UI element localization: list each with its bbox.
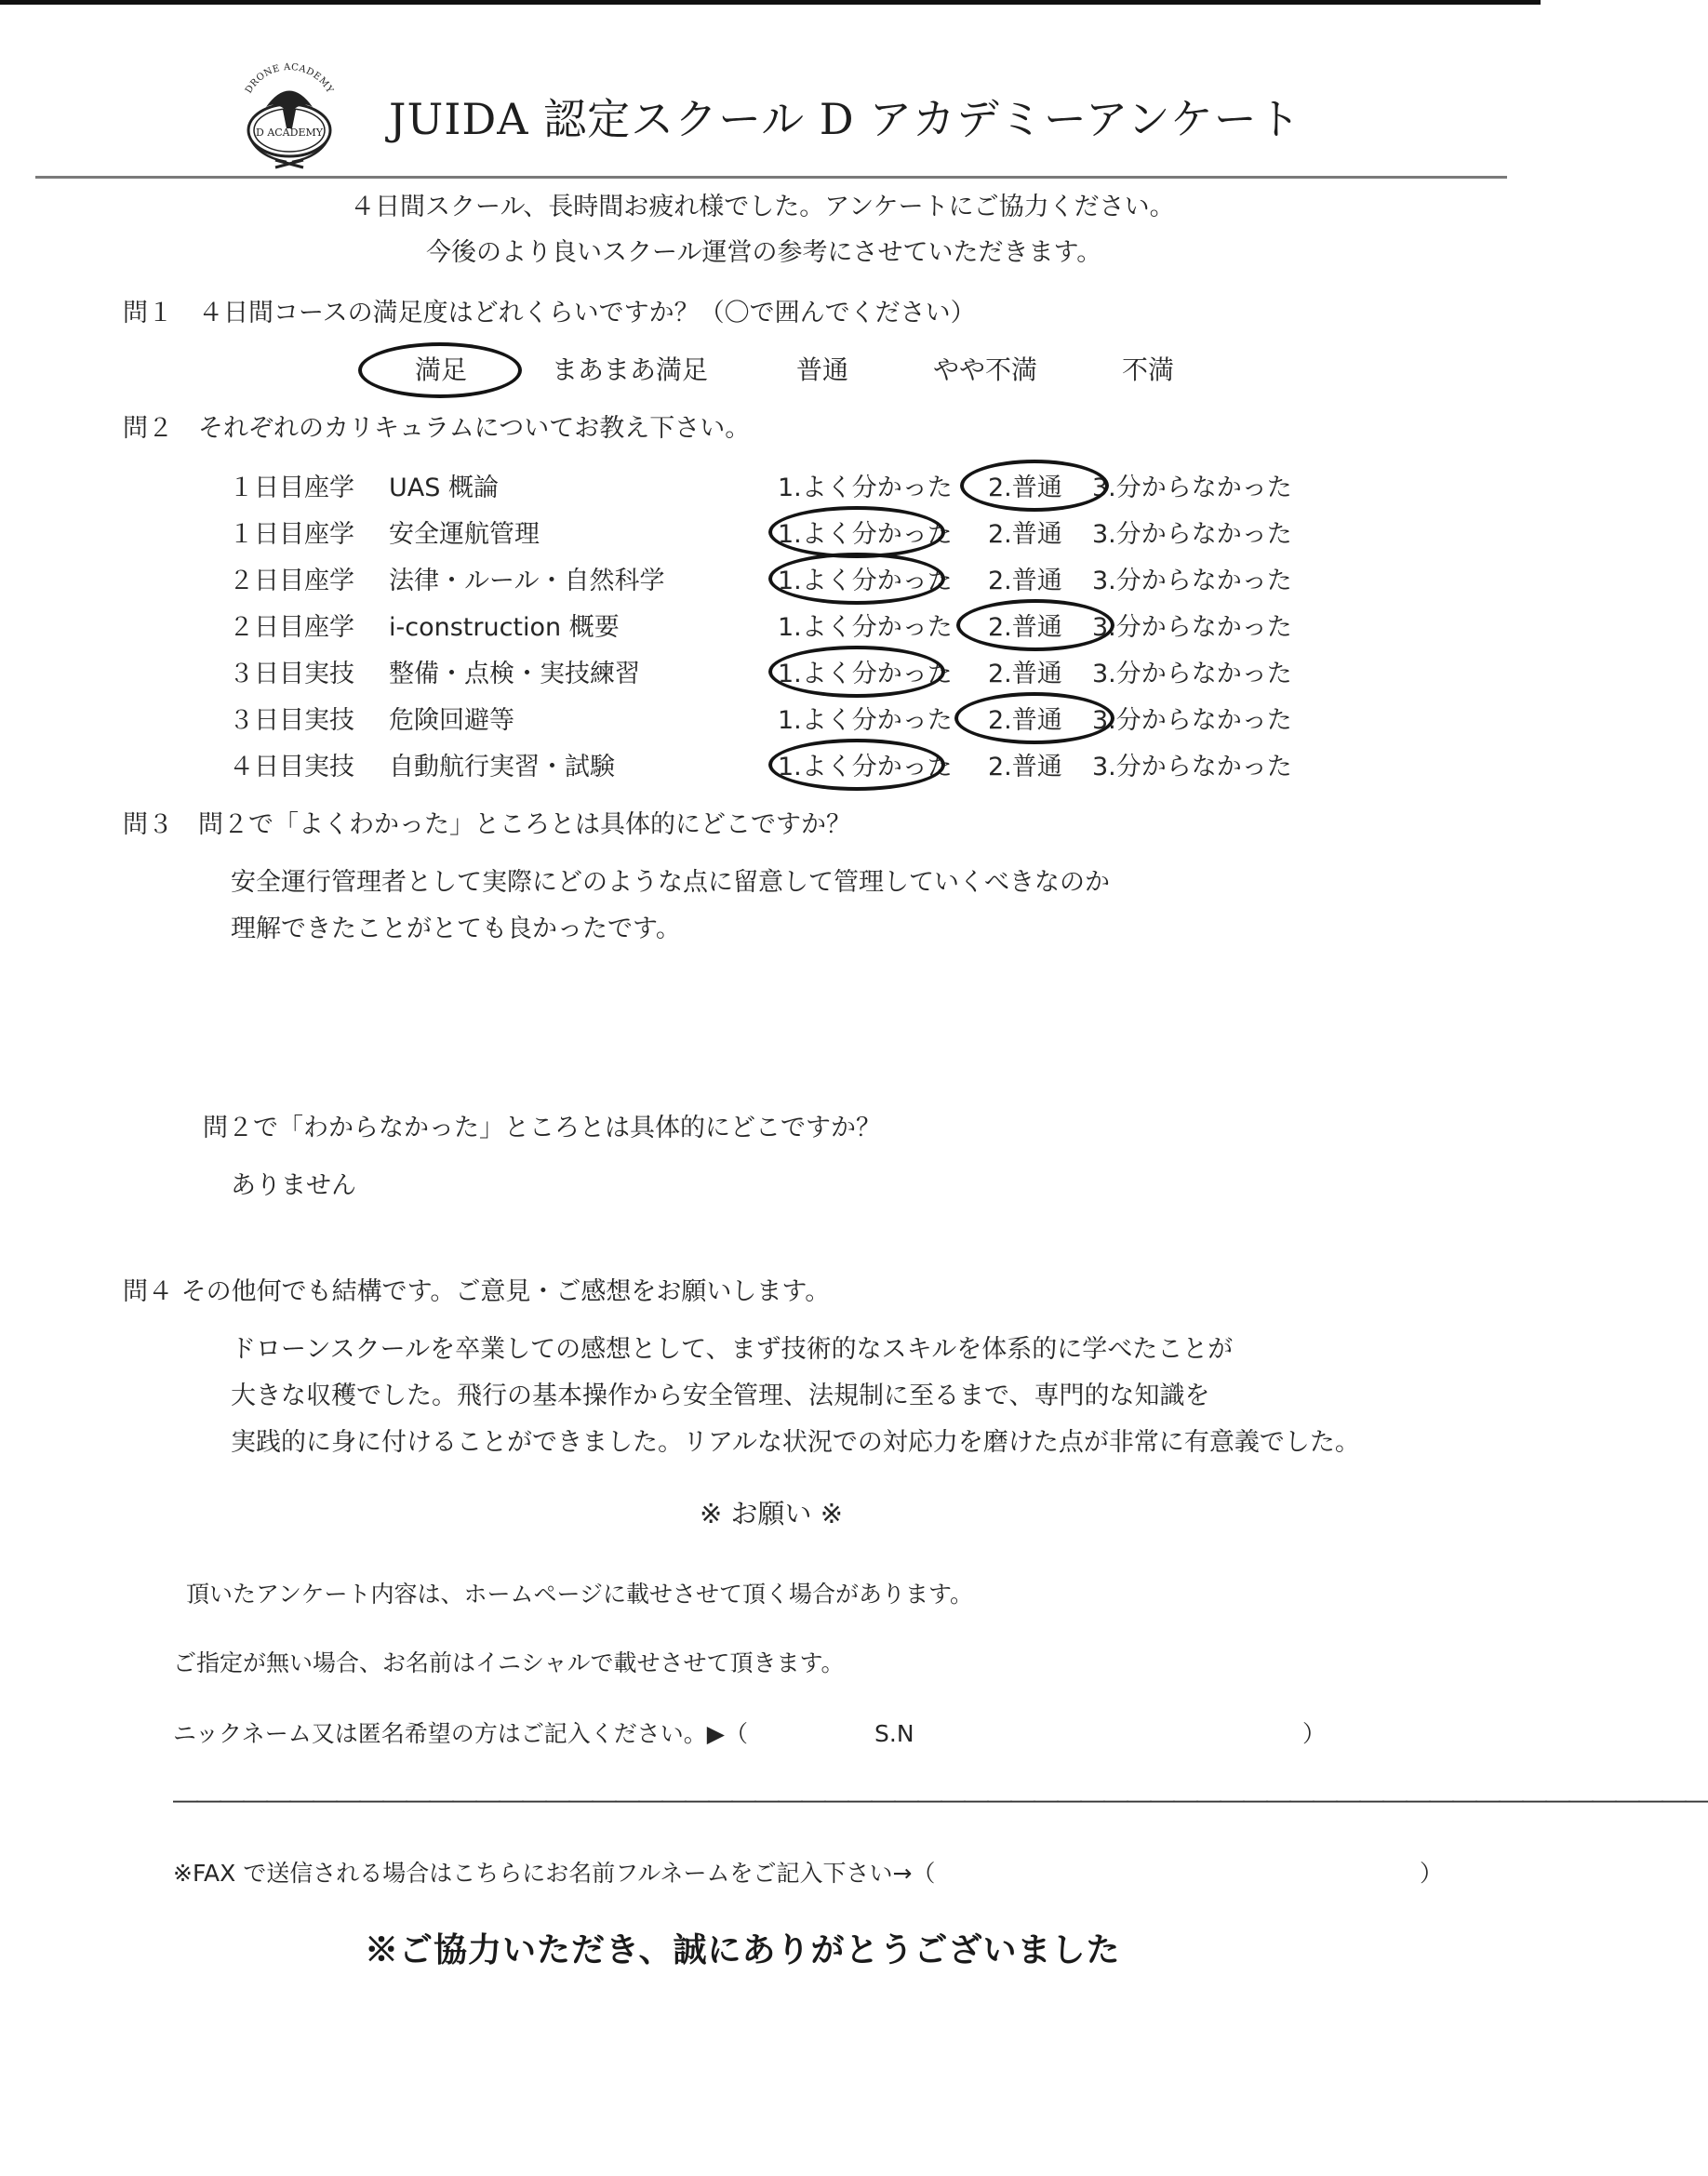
q2-row-subject: 自動航行実習・試験: [389, 753, 615, 781]
nickname-field[interactable]: S.N: [874, 1720, 914, 1747]
fax-close: ）: [1420, 1860, 1444, 1887]
q4-answer-line-2: 大きな収穫でした。飛行の基本操作から安全管理、法規制に至るまで、専門的な知識を: [231, 1382, 1210, 1410]
closing-message: ※ご協力いただき、誠にありがとうございました: [365, 1930, 1121, 1969]
q2-row-choice-2[interactable]: 2.普通: [988, 520, 1062, 549]
q2-row-subject: 安全運航管理: [389, 520, 540, 549]
q1-option-somewhat-dissatisfied[interactable]: やや不満: [933, 354, 1038, 385]
q2-row-subject: UAS 概論: [389, 474, 499, 502]
q4-answer-line-3: 実践的に身に付けることができました。リアルな状況での対応力を磨けた点が非常に有意義でした。: [231, 1428, 1360, 1457]
q2-selection-circle: [768, 739, 945, 791]
header-divider: [35, 176, 1507, 179]
q2-row-choice-2[interactable]: 2.普通: [988, 753, 1062, 781]
request-heading: ※ お願い ※: [700, 1498, 844, 1529]
cut-line: ――――――――――――――――――――――――――――――――――――――――――――――――――――――――――――――――――: [173, 1786, 1708, 1815]
q2-row-choice-2[interactable]: 2.普通: [988, 613, 1062, 642]
fax-prompt: ※FAX で送信される場合はこちらにお名前フルネームをご記入下さい→（: [173, 1860, 936, 1887]
logo-mid-text: D ACADEMY: [256, 127, 323, 139]
q1-option-satisfied[interactable]: 満足: [415, 354, 468, 385]
q2-row-choice-1[interactable]: 1.よく分かった: [778, 474, 953, 502]
q2-row-choice-3[interactable]: 3.分からなかった: [1092, 474, 1292, 502]
page-title: JUIDA 認定スクール D アカデミーアンケート: [389, 94, 1301, 144]
fax-name-field[interactable]: [1042, 1859, 1414, 1889]
q2-row-day: ４日目実技: [229, 753, 354, 781]
q1-option-dissatisfied[interactable]: 不満: [1122, 354, 1175, 385]
q2-row-choice-1[interactable]: 1.よく分かった: [778, 613, 953, 642]
q2-row-subject: i-construction 概要: [389, 613, 620, 642]
nickname-prompt: ニックネーム又は匿名希望の方はご記入ください。▶（: [173, 1720, 748, 1747]
q3-sub-label: 問２で「わからなかった」ところとは具体的にどこですか？: [203, 1114, 881, 1142]
q1-option-somewhat-satisfied[interactable]: まあまあ満足: [552, 354, 709, 385]
q2-row-choice-3[interactable]: 3.分からなかった: [1092, 520, 1292, 549]
q4-answer-line-1: ドローンスクールを卒業しての感想として、まず技術的なスキルを体系的に学べたことが: [231, 1335, 1234, 1364]
nickname-close: ）: [1302, 1720, 1327, 1747]
q2-selection-circle: [954, 692, 1114, 744]
q1-selection-circle: [358, 342, 522, 398]
q3-sub-answer: ありません: [231, 1171, 356, 1200]
q2-row-day: １日目座学: [229, 520, 354, 549]
q3-answer-line-2: 理解できたことがとても良かったです。: [231, 914, 681, 943]
scan-edge: [0, 0, 1541, 5]
q2-selection-circle: [768, 506, 945, 558]
intro-line-1: ４日間スクール、長時間お疲れ様でした。アンケートにご協力ください。: [350, 193, 1175, 221]
q2-row-choice-2[interactable]: 2.普通: [988, 660, 1062, 688]
q1-option-normal[interactable]: 普通: [796, 354, 849, 385]
q2-row-choice-3[interactable]: 3.分からなかった: [1092, 613, 1292, 642]
q2-row-choice-1[interactable]: 1.よく分かった: [778, 520, 953, 549]
q2-row-day: ３日目実技: [229, 660, 354, 688]
q2-row-subject: 法律・ルール・自然科学: [389, 567, 665, 595]
request-line-2: ご指定が無い場合、お名前はイニシャルで載せさせて頂きます。: [173, 1649, 845, 1676]
q3-answer-line-1: 安全運行管理者として実際にどのような点に留意して管理していくべきなのか: [231, 868, 1110, 897]
q2-selection-circle: [960, 460, 1109, 512]
q2-row-day: １日目座学: [229, 474, 354, 502]
q2-selection-circle: [768, 553, 945, 605]
q2-row-day: ２日目座学: [229, 567, 354, 595]
q1-label: 問１ ４日間コースの満足度はどれくらいですか？（〇で囲んでください）: [123, 299, 976, 327]
q3-label: 問３ 問２で「よくわかった」ところとは具体的にどこですか？: [123, 810, 851, 839]
q2-row-choice-2[interactable]: 2.普通: [988, 474, 1062, 502]
q2-selection-circle: [956, 599, 1114, 651]
q2-row-subject: 整備・点検・実技練習: [389, 660, 640, 688]
q2-label: 問２ それぞれのカリキュラムについてお教え下さい。: [123, 414, 751, 443]
q2-row-choice-2[interactable]: 2.普通: [988, 706, 1062, 735]
q2-row-choice-1[interactable]: 1.よく分かった: [778, 706, 953, 735]
drone-academy-logo: [229, 56, 350, 177]
intro-line-2: 今後のより良いスクール運営の参考にさせていただきます。: [426, 238, 1102, 267]
q2-row-subject: 危険回避等: [389, 706, 514, 735]
q2-row-choice-3[interactable]: 3.分からなかった: [1092, 660, 1292, 688]
q2-selection-circle: [768, 646, 945, 698]
q2-row-choice-1[interactable]: 1.よく分かった: [778, 567, 953, 595]
q2-row-choice-1[interactable]: 1.よく分かった: [778, 660, 953, 688]
logo-arc-text: DRONE ACADEMY: [244, 61, 336, 96]
q2-row-choice-1[interactable]: 1.よく分かった: [778, 753, 953, 781]
request-line-1: 頂いたアンケート内容は、ホームページに載せさせて頂く場合があります。: [186, 1581, 974, 1608]
q4-label: 問４ その他何でも結構です。ご意見・ご感想をお願いします。: [123, 1277, 831, 1306]
q2-row-choice-2[interactable]: 2.普通: [988, 567, 1062, 595]
q2-row-day: ３日目実技: [229, 706, 354, 735]
q2-row-choice-3[interactable]: 3.分からなかった: [1092, 567, 1292, 595]
q2-row-day: ２日目座学: [229, 613, 354, 642]
q2-row-choice-3[interactable]: 3.分からなかった: [1092, 753, 1292, 781]
q2-row-choice-3[interactable]: 3.分からなかった: [1092, 706, 1292, 735]
svg-text:DRONE ACADEMY: [244, 62, 335, 96]
